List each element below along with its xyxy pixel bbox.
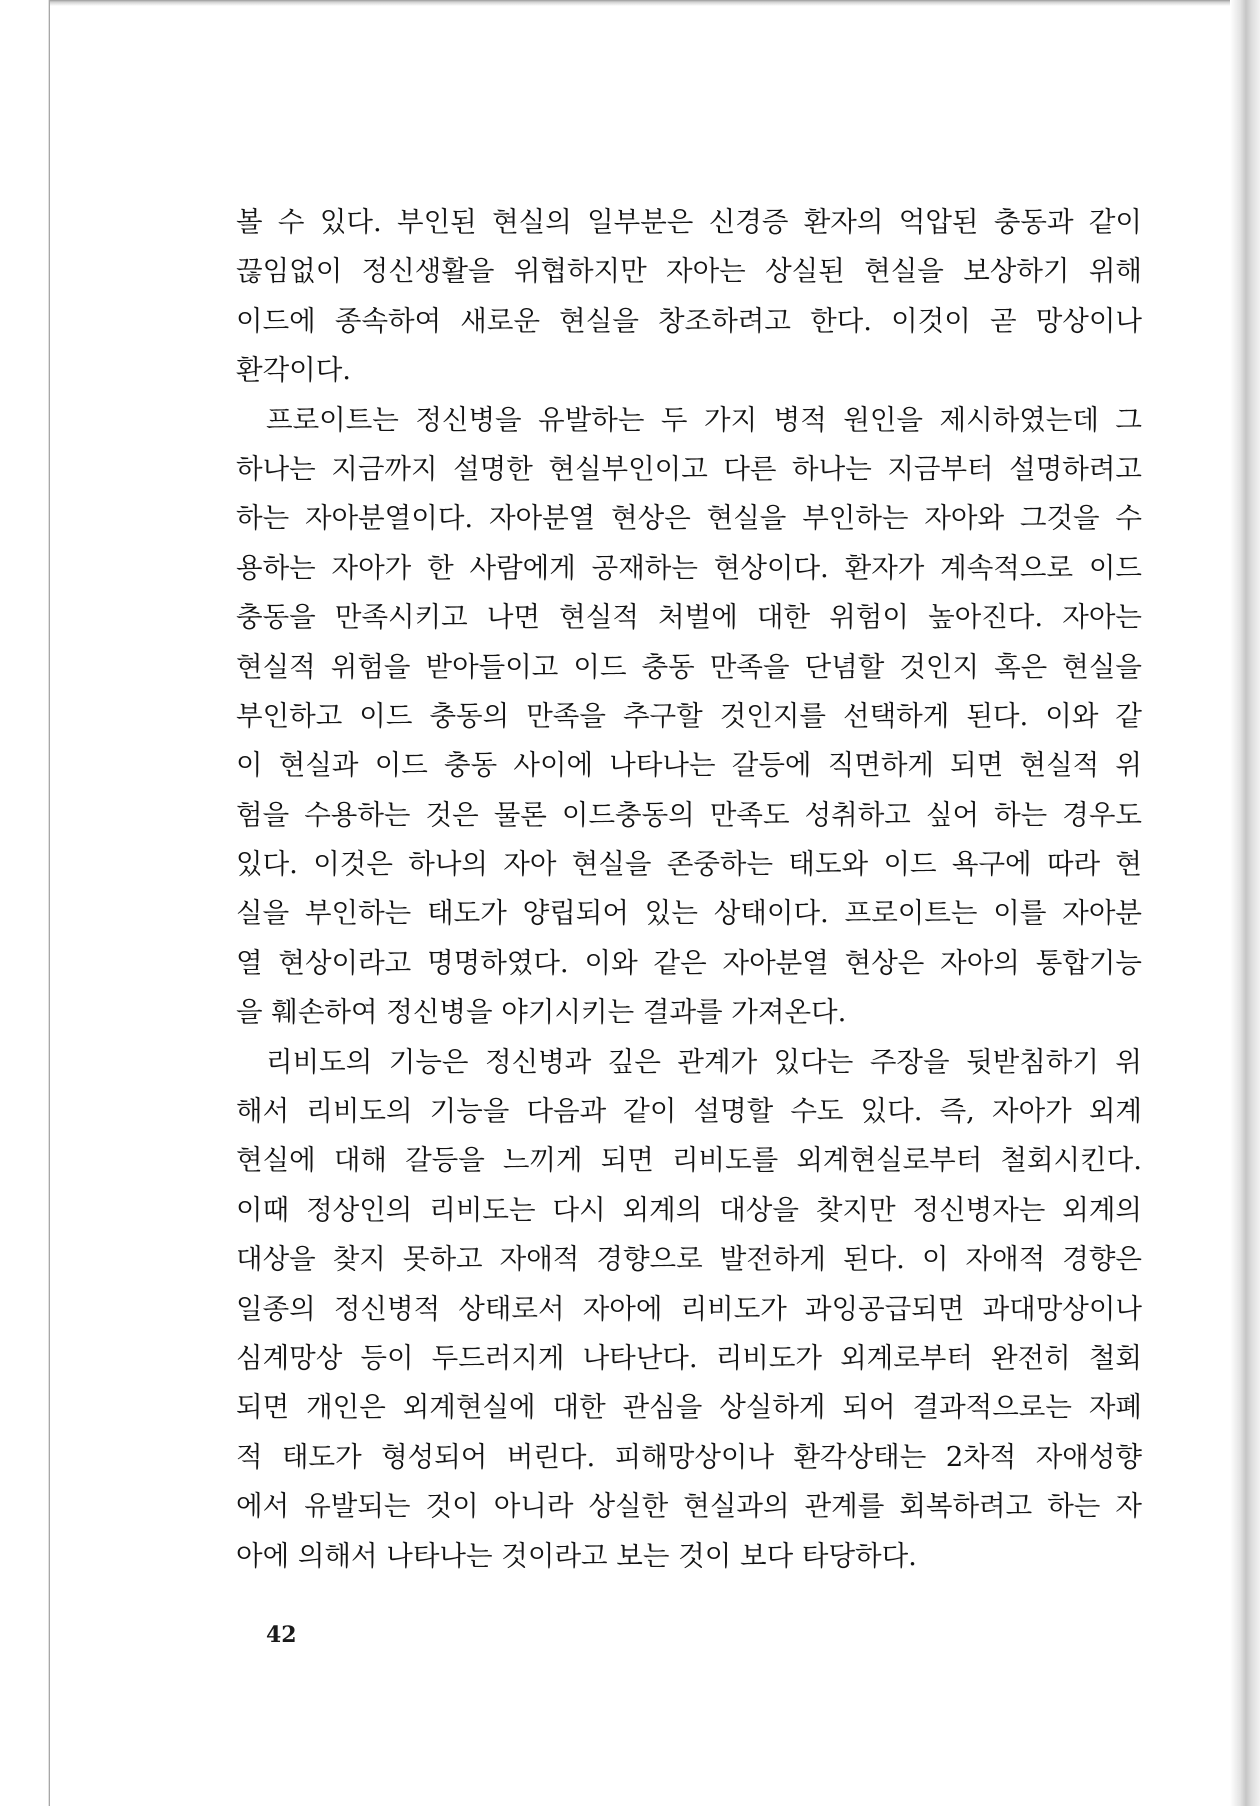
- text-line: 해서 리비도의 기능을 다음과 같이 설명할 수도 있다. 즉, 자아가 외계: [236, 1095, 1142, 1128]
- text-line: 용하는 자아가 한 사람에게 공재하는 현상이다. 환자가 계속적으로 이드: [236, 551, 1142, 584]
- text-line: 적 태도가 형성되어 버린다. 피해망상이나 환각상태는 2차적 자애성향: [236, 1440, 1142, 1473]
- body-text: [236, 198, 1142, 1581]
- text-line: 아에 의해서 나타나는 것이라고 보는 것이 보다 타당하다.: [236, 1539, 917, 1572]
- text-line: 험을 수용하는 것은 물론 이드충동의 만족도 성취하고 싶어 하는 경우도: [236, 798, 1142, 831]
- text-line: 되면 개인은 외계현실에 대한 관심을 상실하게 되어 결과적으로는 자폐: [236, 1391, 1142, 1424]
- text-line: 실을 부인하는 태도가 양립되어 있는 상태이다. 프로이트는 이를 자아분: [236, 897, 1142, 930]
- text-line: 일종의 정신병적 상태로서 자아에 리비도가 과잉공급되면 과대망상이나: [236, 1292, 1142, 1325]
- page-top-edge-shadow: [50, 0, 1260, 6]
- text-line: 충동을 만족시키고 나면 현실적 처벌에 대한 위험이 높아진다. 자아는: [236, 601, 1142, 634]
- text-line: 볼 수 있다. 부인된 현실의 일부분은 신경증 환자의 억압된 충동과 같이: [236, 206, 1142, 238]
- text-line: 하나는 지금까지 설명한 현실부인이고 다른 하나는 지금부터 설명하려고: [236, 452, 1142, 485]
- text-line: 이 현실과 이드 충동 사이에 나타나는 갈등에 직면하게 되면 현실적 위: [236, 749, 1142, 782]
- text-line: 있다. 이것은 하나의 자아 현실을 존중하는 태도와 이드 욕구에 따라 현: [236, 848, 1142, 881]
- page-right-edge-shadow: [1230, 0, 1260, 1806]
- text-line: 에서 유발되는 것이 아니라 상실한 현실과의 관계를 회복하려고 하는 자: [236, 1490, 1142, 1523]
- text-line: 을 훼손하여 정신병을 야기시키는 결과를 가져온다.: [236, 996, 847, 1029]
- text-line: 심계망상 등이 두드러지게 나타난다. 리비도가 외계로부터 완전히 철회: [236, 1341, 1142, 1374]
- text-line: 리비도의 기능은 정신병과 깊은 관계가 있다는 주장을 뒷받침하기 위: [266, 1045, 1142, 1078]
- page-number: 42: [266, 1622, 297, 1648]
- text-line: 대상을 찾지 못하고 자애적 경향으로 발전하게 된다. 이 자애적 경향은: [236, 1243, 1142, 1276]
- text-line: 열 현상이라고 명명하였다. 이와 같은 자아분열 현상은 자아의 통합기능: [236, 946, 1142, 979]
- text-line: 프로이트는 정신병을 유발하는 두 가지 병적 원인을 제시하였는데 그: [266, 403, 1142, 436]
- text-line: 환각이다.: [236, 354, 352, 387]
- text-line: 현실에 대해 갈등을 느끼게 되면 리비도를 외계현실로부터 철회시킨다.: [236, 1144, 1142, 1177]
- text-line: 하는 자아분열이다. 자아분열 현상은 현실을 부인하는 자아와 그것을 수: [236, 502, 1142, 535]
- text-line: 현실적 위험을 받아들이고 이드 충동 만족을 단념할 것인지 혹은 현실을: [236, 650, 1142, 683]
- text-line: 끊임없이 정신생활을 위협하지만 자아는 상실된 현실을 보상하기 위해: [236, 255, 1142, 288]
- text-line: 이드에 종속하여 새로운 현실을 창조하려고 한다. 이것이 곧 망상이나: [236, 304, 1142, 337]
- text-line: 이때 정상인의 리비도는 다시 외계의 대상을 찾지만 정신병자는 외계의: [236, 1193, 1142, 1226]
- text-line: 부인하고 이드 충동의 만족을 추구할 것인지를 선택하게 된다. 이와 같: [236, 699, 1142, 732]
